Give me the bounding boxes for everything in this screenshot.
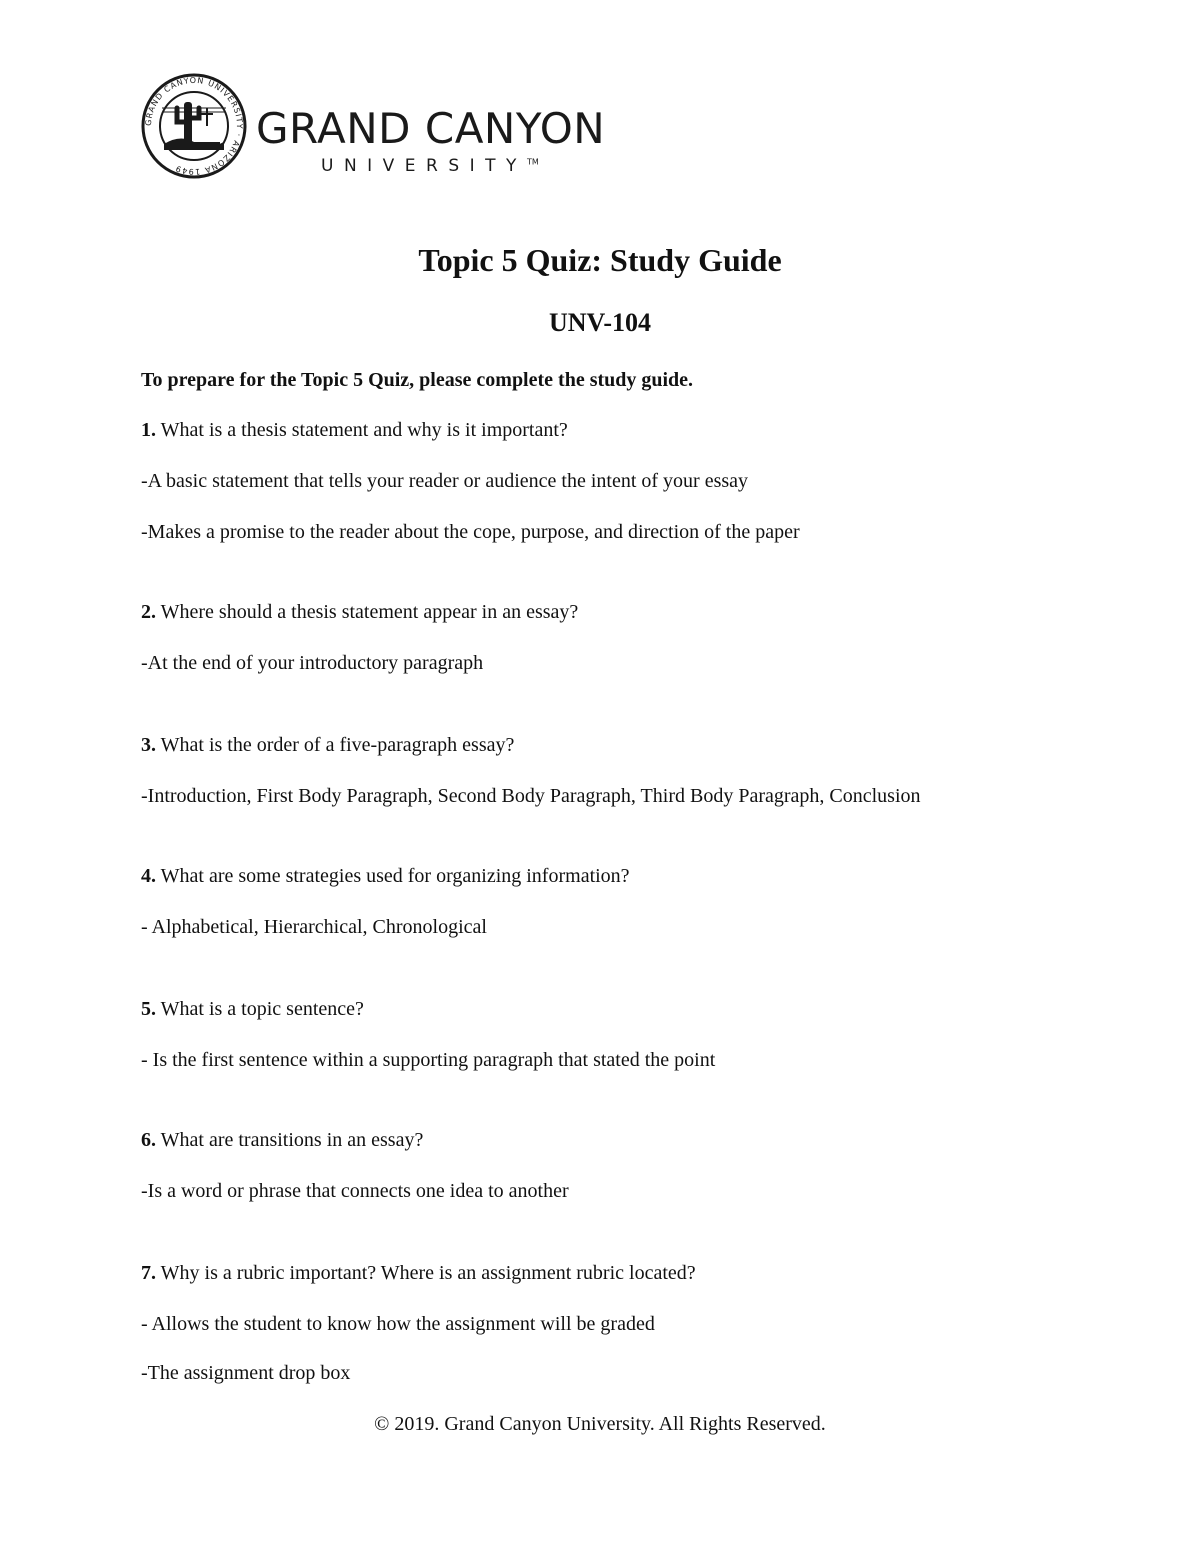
question-text: Why is a rubric important? Where is an assignment rubric located? bbox=[156, 1262, 696, 1284]
question-3 bbox=[141, 731, 514, 759]
question-number: 3. bbox=[141, 734, 156, 756]
trademark-mark: TM bbox=[526, 157, 539, 167]
university-seal-icon bbox=[140, 72, 248, 180]
logo-wordmark-bottom bbox=[321, 158, 539, 175]
answer-6-1: -Is a word or phrase that connects one idea to another bbox=[141, 1180, 569, 1202]
answer-4-1: - Alphabetical, Hierarchical, Chronological bbox=[141, 916, 487, 938]
question-2 bbox=[141, 598, 578, 626]
question-6 bbox=[141, 1126, 423, 1154]
question-7 bbox=[141, 1259, 696, 1287]
copyright-footer: © 2019. Grand Canyon University. All Rights Reserved. bbox=[374, 1413, 826, 1435]
question-number: 6. bbox=[141, 1129, 156, 1151]
question-number: 7. bbox=[141, 1262, 156, 1284]
logo-wordmark-university: UNIVERSITY bbox=[321, 156, 527, 176]
answer-1-2: -Makes a promise to the reader about the cope, purpose, and direction of the paper bbox=[141, 521, 800, 543]
logo-wordmark-top: GRAND CANYON bbox=[256, 104, 606, 153]
question-text: What is a topic sentence? bbox=[156, 998, 364, 1020]
question-text: What are transitions in an essay? bbox=[156, 1129, 424, 1151]
instructions: To prepare for the Topic 5 Quiz, please complete the study guide. bbox=[141, 369, 694, 391]
question-number: 4. bbox=[141, 865, 156, 887]
question-text: What is the order of a five-paragraph essay? bbox=[156, 734, 515, 756]
question-4 bbox=[141, 862, 630, 890]
question-text: What are some strategies used for organizing information? bbox=[156, 865, 630, 887]
question-text: What is a thesis statement and why is it important? bbox=[156, 419, 568, 441]
answer-2-1: -At the end of your introductory paragraph bbox=[141, 652, 484, 674]
seal-text: GRAND CANYON UNIVERSITY · ARIZONA 1949 bbox=[143, 75, 245, 177]
answer-5-1: - Is the first sentence within a supporting paragraph that stated the point bbox=[141, 1049, 716, 1071]
question-number: 2. bbox=[141, 601, 156, 623]
page-title: Topic 5 Quiz: Study Guide bbox=[418, 242, 782, 278]
university-logo bbox=[140, 72, 620, 182]
answer-3-1: -Introduction, First Body Paragraph, Second Body Paragraph, Third Body Paragraph, Conclusion bbox=[141, 785, 921, 807]
question-5 bbox=[141, 995, 364, 1023]
question-number: 5. bbox=[141, 998, 156, 1020]
question-number: 1. bbox=[141, 419, 156, 441]
question-1 bbox=[141, 416, 568, 444]
answer-1-1: -A basic statement that tells your reader or audience the intent of your essay bbox=[141, 470, 749, 492]
answer-7-2: -The assignment drop box bbox=[141, 1362, 351, 1384]
question-text: Where should a thesis statement appear in an essay? bbox=[156, 601, 579, 623]
course-code: UNV-104 bbox=[548, 308, 652, 337]
answer-7-1: - Allows the student to know how the assignment will be graded bbox=[141, 1313, 655, 1335]
